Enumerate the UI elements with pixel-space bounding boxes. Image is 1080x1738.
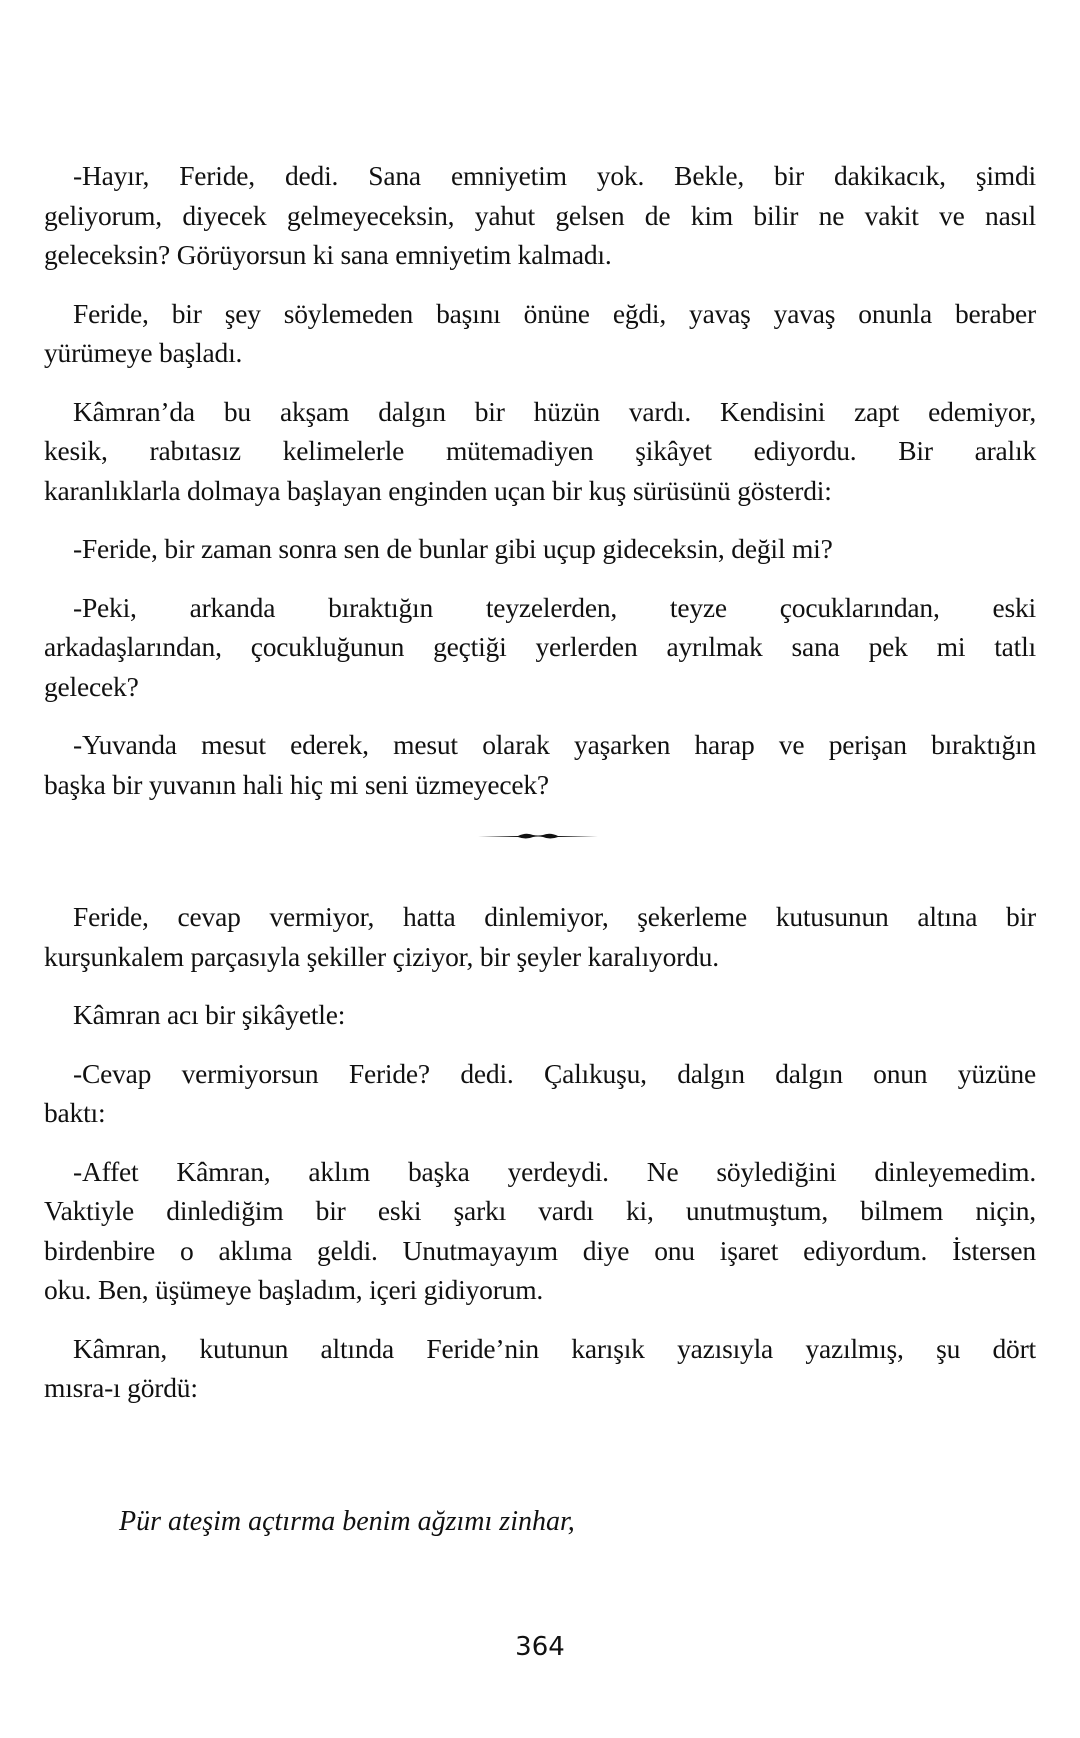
text-line: -Cevap vermiyorsun Feride? dedi. Çalıkuşu, dalgın dalgın onun yüzüne [73,1057,1036,1089]
paragraph [44,1329,1036,1408]
ornament-icon [478,829,598,843]
text-line: -Affet Kâmran, aklım başka yerdeydi. Ne söylediğini dinleyemedim. [73,1155,1036,1187]
paragraph [44,897,1036,976]
text-line: karanlıklarla dolmaya başlayan enginden uçan bir kuş sürüsünü gösterdi: [44,474,832,506]
paragraph [44,995,1036,1035]
text-line: Feride, bir şey söylemeden başını önüne eğdi, yavaş yavaş onunla beraber [73,297,1036,329]
text-line: geliyorum, diyecek gelmeyeceksin, yahut gelsen de kim bilir ne vakit ve nasıl [44,199,1036,231]
page-number: 364 [515,1632,565,1662]
text-line: birdenbire o aklıma geldi. Unutmayayım diye onu işaret ediyordum. İstersen [44,1234,1036,1266]
text-line: mısra-ı gördü: [44,1372,198,1403]
text-line: başka bir yuvanın hali hiç mi seni üzmeyecek? [44,768,549,800]
paragraph [44,392,1036,511]
paragraph [44,725,1036,804]
text-line: oku. Ben, üşümeye başladım, içeri gidiyorum. [44,1274,544,1305]
text-line: gelecek? [44,670,139,702]
paragraph [44,1054,1036,1133]
text-line: Vaktiyle dinlediğim bir eski şarkı vardı ki, unutmuştum, bilmem niçin, [44,1195,1036,1226]
text-line: Kâmran’da bu akşam dalgın bir hüzün vardı. Kendisini zapt edemiyor, [73,395,1036,427]
section-divider-ornament [44,823,1036,883]
text-line: -Feride, bir zaman sonra sen de bunlar gibi uçup gideceksin, değil mi? [73,533,833,564]
text-line: -Yuvanda mesut ederek, mesut olarak yaşarken harap ve perişan bıraktığın [73,729,1036,760]
text-line: kesik, rabıtasız kelimelerle mütemadiyen şikâyet ediyordu. Bir aralık [44,435,1036,466]
paragraph [44,529,1036,569]
text-line: Feride, cevap vermiyor, hatta dinlemiyor, şekerleme kutusunun altına bir [73,901,1036,932]
text-line: yürümeye başladı. [44,337,243,368]
text-line: kurşunkalem parçasıyla şekiller çiziyor, bir şeyler karalıyordu. [44,940,719,972]
paragraph [44,588,1036,707]
text-line: arkadaşlarından, çocukluğunun geçtiği yerlerden ayrılmak sana pek mi tatlı [44,631,1036,662]
paragraphs-after-ornament [44,897,1036,1408]
text-line: geleceksin? Görüyorsun ki sana emniyetim kalmadı. [44,239,612,270]
text-line: baktı: [44,1097,106,1128]
paragraph [44,1152,1036,1310]
text-line: -Peki, arkanda bıraktığın teyzelerden, teyze çocuklarından, eski [73,591,1036,623]
text-line: Kâmran, kutunun altında Feride’nin karışık yazısıyla yazılmış, şu dört [73,1332,1036,1364]
text-line: Kâmran acı bir şikâyetle: [73,999,346,1030]
verse-line: Pür ateşim açtırma benim ağzımı zinhar, [119,1506,575,1537]
paragraphs-before-ornament [44,156,1036,804]
paragraph [44,156,1036,275]
page-body [44,156,1036,1427]
paragraph [44,294,1036,373]
text-line: -Hayır, Feride, dedi. Sana emniyetim yok. Bekle, bir dakikacık, şimdi [73,160,1036,191]
